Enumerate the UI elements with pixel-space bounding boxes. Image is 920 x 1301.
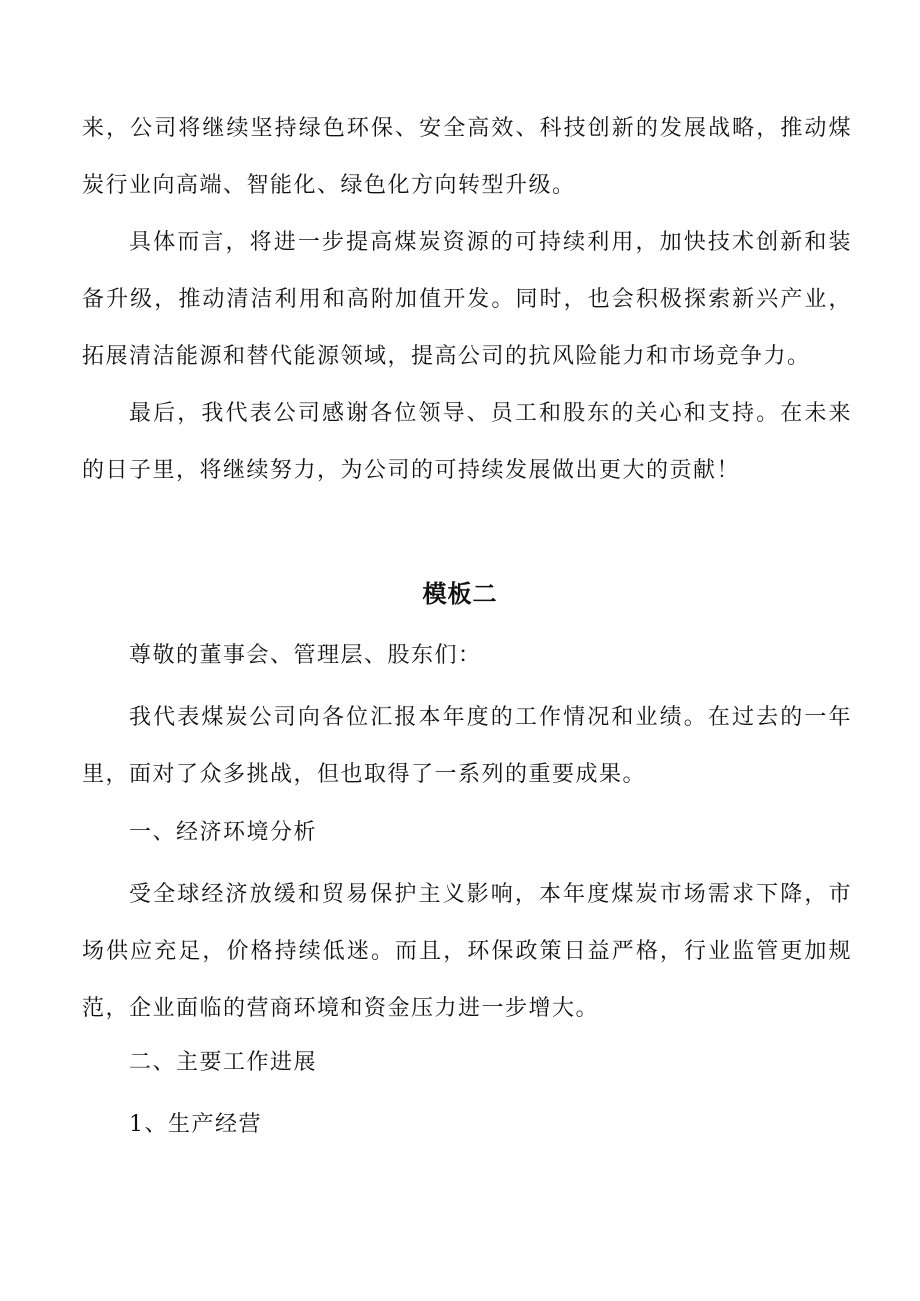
greeting-line: 尊敬的董事会、管理层、股东们： <box>129 643 482 668</box>
strategy-paragraph: 具体而言，将进一步提高煤炭资源的可持续利用，加快技术创新和装备升级，推动清洁利用和高附加值开发。同时，也会积极探索新兴产业，拓展清洁能源和替代能源领域，提高公司的抗风险能力和市场竞争力。 <box>82 230 852 369</box>
closing-paragraph: 最后，我代表公司感谢各位领导、员工和股东的关心和支持。在未来的日子里，将继续努力，为公司的可持续发展做出更大的贡献！ <box>82 401 852 483</box>
heading-economic-analysis: 一、经济环境分析 <box>129 820 318 845</box>
section-title: 模板二 <box>422 580 498 608</box>
heading-work-progress: 二、主要工作进展 <box>129 1050 318 1075</box>
economy-paragraph: 受全球经济放缓和贸易保护主义影响，本年度煤炭市场需求下降，市场供应充足，价格持续低迷。而且，环保政策日益严格，行业监管更加规范，企业面临的营商环境和资金压力进一步增大。 <box>82 882 852 1021</box>
intro-paragraph: 我代表煤炭公司向各位汇报本年度的工作情况和业绩。在过去的一年里，面对了众多挑战，但也取得了一系列的重要成果。 <box>82 705 852 787</box>
continuation-paragraph: 来，公司将继续坚持绿色环保、安全高效、科技创新的发展战略，推动煤炭行业向高端、智能化、绿色化方向转型升级。 <box>82 116 852 198</box>
subheading-production: 1、生产经营 <box>129 1112 262 1137</box>
